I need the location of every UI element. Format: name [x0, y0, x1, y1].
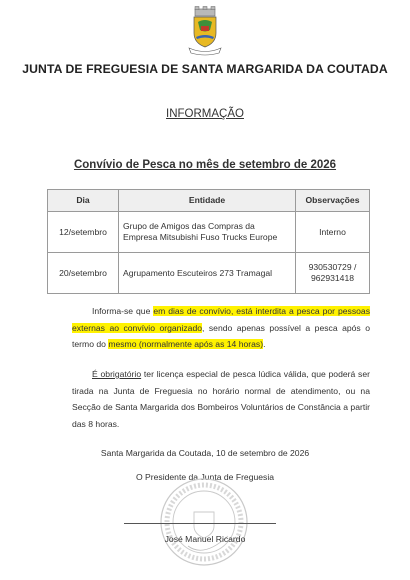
column-header-observacoes: Observações [296, 190, 370, 212]
schedule-table [47, 189, 370, 294]
signatory-name: José Manuel Ricardo [164, 534, 246, 544]
event-title: Convívio de Pesca no mês de setembro de 2026 [73, 159, 337, 171]
cell-observacoes-line1: Interno [319, 226, 346, 237]
column-header-dia: Dia [48, 190, 119, 212]
underlined-text: É obrigatório [92, 369, 142, 379]
highlighted-text-2: mesmo (normalmente após as 14 horas) [108, 339, 264, 349]
paragraph-end: . [263, 339, 266, 349]
cell-entidade [119, 253, 296, 294]
cell-observacoes-line1: 930530729 / [308, 262, 357, 272]
table-row [48, 212, 370, 253]
cell-dia: 20/setembro [48, 253, 119, 294]
paragraph-text: ter licença especial de pesca lúdica válida, que poderá ser tirada na Junta de Freguesia no horário normal de atendimento, ou na Secção de Santa Margarida dos Bombeiros Voluntários de Constância a partir das 8 horas. [72, 369, 370, 429]
cell-entidade-line1: Agrupamento Escuteiros 273 Tramagal [123, 267, 273, 278]
signatory-role: O Presidente da Junta de Freguesia [135, 472, 275, 482]
signature-line [124, 523, 276, 524]
column-header-entidade: Entidade [119, 190, 296, 212]
cell-dia: 12/setembro [48, 212, 119, 253]
official-stamp-icon [158, 476, 250, 568]
org-title: JUNTA DE FREGUESIA DE SANTA MARGARIDA DA COUTADA [22, 62, 388, 76]
paragraph-text: , sendo apenas possível a pesca após o termo do [72, 322, 370, 349]
section-heading: INFORMAÇÃO [166, 108, 244, 120]
table-header-row [48, 190, 370, 212]
table-row [48, 253, 370, 294]
cell-entidade [119, 212, 296, 253]
highlighted-text: em dias de convívio, está interdita a pesca por pessoas externas ao convívio organizado [72, 306, 370, 333]
coat-of-arms-icon [186, 6, 224, 56]
cell-entidade-line1: Grupo de Amigos das Compras da [123, 221, 255, 231]
cell-entidade-line2: Empresa Mitsubishi Fuso Trucks Europe [123, 232, 278, 242]
cell-observacoes [296, 253, 370, 294]
cell-observacoes-line2: 962931418 [310, 273, 354, 283]
notice-paragraph [72, 303, 370, 353]
license-paragraph [72, 366, 370, 432]
paragraph-intro: Informa-se que [92, 306, 154, 316]
cell-observacoes [296, 212, 370, 253]
place-and-date: Santa Margarida da Coutada, 10 de setembro de 2026 [100, 448, 310, 458]
